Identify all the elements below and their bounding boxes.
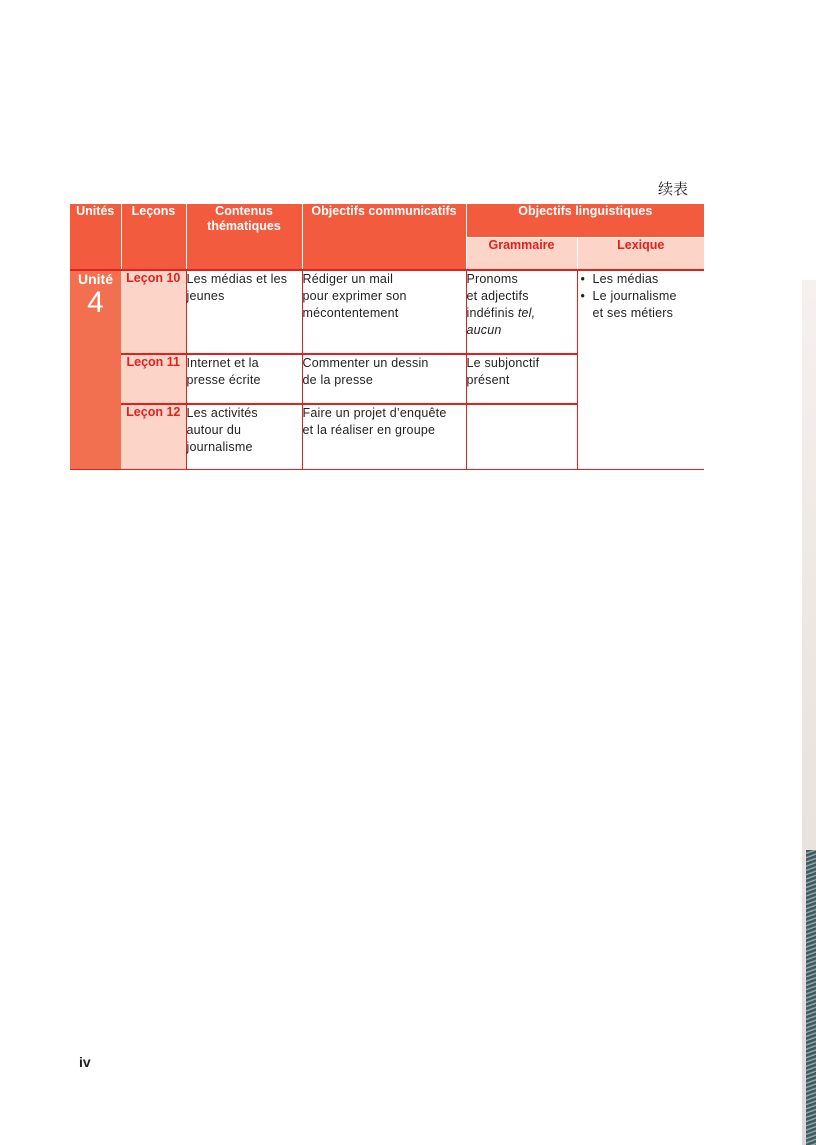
communicative-cell [302, 270, 466, 354]
header-grammar: Grammaire [466, 237, 577, 270]
continued-label: 续表 [658, 180, 689, 198]
grammar-cell [466, 270, 577, 354]
unit-number: 4 [87, 285, 104, 319]
lexicon-item-text: et ses métiers [592, 305, 674, 320]
grammar-cell-empty [466, 404, 577, 470]
theme-cell [186, 404, 302, 470]
grammar-line: présent [466, 372, 510, 387]
lexicon-item-continued [580, 305, 705, 322]
unit-cell [70, 270, 121, 470]
grammar-cell [466, 354, 577, 404]
communicative-line: Commenter un dessin [302, 355, 429, 370]
lesson-name: Leçon 10 [121, 270, 186, 354]
communicative-cell [302, 354, 466, 404]
page-number: iv [79, 1054, 91, 1070]
header-themes [186, 204, 302, 270]
lexicon-item: • Le journalisme [580, 288, 705, 305]
header-communicative: Objectifs communicatifs [302, 204, 466, 270]
header-themes-line1: Contenus [215, 204, 273, 218]
lesson-name: Leçon 11 [121, 354, 186, 404]
header-themes-line2: thématiques [207, 219, 281, 233]
communicative-line: Rédiger un mail [302, 271, 394, 286]
theme-cell: Les médias et les jeunes [186, 270, 302, 354]
theme-line: Les activités [186, 405, 258, 420]
theme-line: autour du [186, 422, 242, 437]
communicative-line: Faire un projet d’enquête [302, 405, 447, 420]
header-lessons: Leçons [121, 204, 186, 270]
grammar-italic: tel, [517, 305, 536, 320]
lexicon-list [578, 271, 705, 322]
header-lexicon: Lexique [577, 237, 704, 270]
lexicon-cell [577, 270, 704, 470]
grammar-line: Pronoms [466, 271, 518, 286]
grammar-line: et adjectifs [466, 288, 529, 303]
theme-line: Internet et la [186, 355, 259, 370]
grammar-line: indéfinis [466, 305, 515, 320]
communicative-line: pour exprimer son [302, 288, 407, 303]
communicative-line: et la réaliser en groupe [302, 422, 436, 437]
edge-photo-texture [806, 850, 816, 1145]
communicative-line: mécontentement [302, 305, 399, 320]
communicative-cell [302, 404, 466, 470]
lexicon-item: • Les médias [580, 271, 705, 288]
theme-line: journalisme [186, 439, 253, 454]
lesson-name: Leçon 12 [121, 404, 186, 470]
theme-line: presse écrite [186, 372, 261, 387]
communicative-line: de la presse [302, 372, 373, 387]
theme-cell [186, 354, 302, 404]
grammar-line: Le subjonctif [466, 355, 540, 370]
header-units: Unités [70, 204, 121, 270]
syllabus-table [70, 204, 704, 470]
unit-label: Unité [78, 270, 113, 287]
grammar-italic: aucun [466, 322, 502, 337]
table-row-lesson-10 [70, 270, 704, 354]
header-linguistic: Objectifs linguistiques [466, 204, 704, 237]
